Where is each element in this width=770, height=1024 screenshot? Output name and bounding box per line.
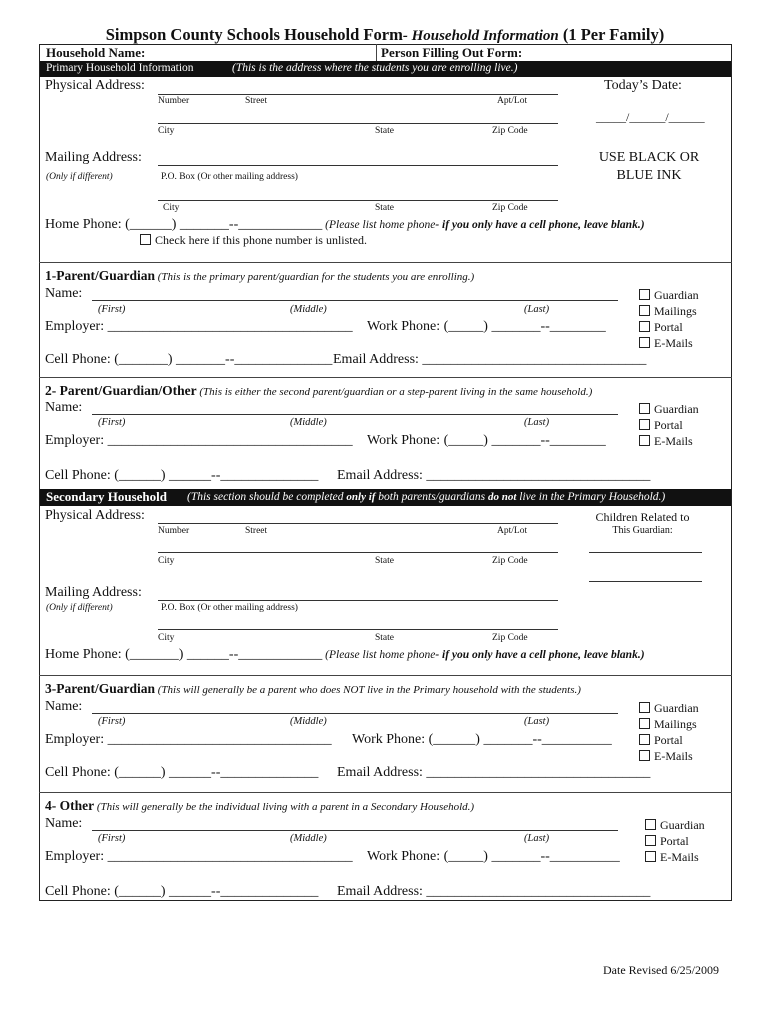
parent2-checkboxes xyxy=(639,401,699,449)
primary-household-band: Primary Household Information (This is the address where the students you are enrolling live.) xyxy=(40,61,731,77)
children-related-field-1[interactable] xyxy=(589,552,702,553)
physical-address-label: Physical Address: xyxy=(45,78,145,93)
parent1-emails-checkbox[interactable]: E-Mails xyxy=(639,335,699,351)
unlisted-checkbox[interactable] xyxy=(140,234,151,245)
parent2-email-field[interactable]: Email Address: ________________________________ xyxy=(337,468,651,483)
parent3-emails-checkbox[interactable]: E-Mails xyxy=(639,748,699,764)
parent4-guardian-checkbox[interactable]: Guardian xyxy=(645,817,705,833)
parent4-work-phone-field[interactable]: Work Phone: (_____) _______--__________ xyxy=(367,849,620,864)
home-phone-row[interactable]: Home Phone: (______) _______--____________ (Please list home phone- if you only have a cell phone, leave blank.) xyxy=(45,217,645,232)
parent3-email-field[interactable]: Email Address: ________________________________ xyxy=(337,765,651,780)
todays-date-field[interactable]: _____/______/______ xyxy=(596,110,705,124)
parent2-heading: 2- Parent/Guardian/Other (This is either the second parent/guardian or a step-parent living in the same household.) xyxy=(45,383,593,398)
children-related-field-2[interactable] xyxy=(589,581,702,582)
children-related-label: Children Related to xyxy=(595,510,690,524)
parent4-name-field[interactable] xyxy=(92,830,618,831)
parent4-heading: 4- Other (This will generally be the individual living with a parent in a Secondary Household.) xyxy=(45,798,475,813)
parent4-cell-phone-field[interactable]: Cell Phone: (______) ______--______________ xyxy=(45,884,319,899)
parent4-checkboxes xyxy=(645,817,705,865)
parent3-mailings-checkbox[interactable]: Mailings xyxy=(639,716,699,732)
parent2-guardian-checkbox[interactable]: Guardian xyxy=(639,401,699,417)
secondary-mailing-city-field[interactable] xyxy=(158,629,558,630)
parent1-employer-field[interactable]: Employer: ___________________________________ xyxy=(45,319,353,334)
secondary-mailing-address-label: Mailing Address: xyxy=(45,585,142,600)
title-per-family: (1 Per Family) xyxy=(558,25,665,44)
parent2-work-phone-field[interactable]: Work Phone: (_____) _______--________ xyxy=(367,433,606,448)
form-title: Simpson County Schools Household Form- Household Information (1 Per Family) xyxy=(105,25,665,44)
blue-ink-note: BLUE INK xyxy=(616,168,682,183)
parent1-heading: 1-Parent/Guardian (This is the primary parent/guardian for the students you are enrolling.) xyxy=(45,268,475,283)
parent1-cell-phone-field[interactable]: Cell Phone: (_______) _______--______________ xyxy=(45,352,333,367)
parent2-employer-field[interactable]: Employer: ___________________________________ xyxy=(45,433,353,448)
mailing-city-field[interactable] xyxy=(158,200,558,201)
parent3-heading: 3-Parent/Guardian (This will generally be a parent who does NOT live in the Primary household with the students.) xyxy=(45,681,581,696)
parent2-cell-phone-field[interactable]: Cell Phone: (______) ______--______________ xyxy=(45,468,319,483)
parent2-emails-checkbox[interactable]: E-Mails xyxy=(639,433,699,449)
parent2-name-label: Name: xyxy=(45,400,83,415)
parent3-name-label: Name: xyxy=(45,699,83,714)
parent1-name-label: Name: xyxy=(45,286,83,301)
parent3-name-field[interactable] xyxy=(92,713,618,714)
physical-address-field[interactable] xyxy=(158,94,558,95)
parent2-name-field[interactable] xyxy=(92,414,618,415)
parent4-employer-field[interactable]: Employer: ___________________________________ xyxy=(45,849,353,864)
parent1-guardian-checkbox[interactable]: Guardian xyxy=(639,287,699,303)
secondary-physical-address-field[interactable] xyxy=(158,523,558,524)
parent1-name-field[interactable] xyxy=(92,300,618,301)
secondary-household-band: Secondary Household (This section should be completed only if both parents/guardians do not live in the Primary Household.) xyxy=(40,489,731,506)
parent3-guardian-checkbox[interactable]: Guardian xyxy=(639,700,699,716)
parent1-checkboxes xyxy=(639,287,699,351)
secondary-home-phone-row[interactable]: Home Phone: (_______) ______--____________ (Please list home phone- if you only have a cell phone, leave blank.) xyxy=(45,647,645,662)
parent4-portal-checkbox[interactable]: Portal xyxy=(645,833,705,849)
parent2-portal-checkbox[interactable]: Portal xyxy=(639,417,699,433)
parent3-employer-field[interactable]: Employer: ________________________________ xyxy=(45,732,332,747)
title-sub: Household Information xyxy=(411,28,559,44)
use-black-note: USE BLACK OR xyxy=(598,150,700,165)
person-filling-label: Person Filling Out Form: xyxy=(381,45,523,60)
unlisted-checkbox-row[interactable]: Check here if this phone number is unlisted. xyxy=(140,233,367,248)
parent1-work-phone-field[interactable]: Work Phone: (_____) _______--________ xyxy=(367,319,606,334)
todays-date-label: Today’s Date: xyxy=(604,78,682,93)
city-state-zip-field[interactable] xyxy=(158,123,558,124)
secondary-mailing-address-field[interactable] xyxy=(158,600,558,601)
title-main: Simpson County Schools Household Form xyxy=(105,25,403,44)
parent1-portal-checkbox[interactable]: Portal xyxy=(639,319,699,335)
date-revised: Date Revised 6/25/2009 xyxy=(603,963,719,977)
parent3-cell-phone-field[interactable]: Cell Phone: (______) ______--______________ xyxy=(45,765,319,780)
secondary-physical-address-label: Physical Address: xyxy=(45,508,145,523)
parent4-name-label: Name: xyxy=(45,816,83,831)
parent3-portal-checkbox[interactable]: Portal xyxy=(639,732,699,748)
parent4-emails-checkbox[interactable]: E-Mails xyxy=(645,849,705,865)
parent3-checkboxes xyxy=(639,700,699,764)
parent1-mailings-checkbox[interactable]: Mailings xyxy=(639,303,699,319)
parent3-work-phone-field[interactable]: Work Phone: (______) _______--__________ xyxy=(352,732,612,747)
parent4-email-field[interactable]: Email Address: ________________________________ xyxy=(337,884,651,899)
mailing-address-label: Mailing Address: xyxy=(45,150,142,165)
mailing-address-field[interactable] xyxy=(158,165,558,166)
household-name-label: Household Name: xyxy=(46,45,146,60)
secondary-city-field[interactable] xyxy=(158,552,558,553)
parent1-email-field[interactable]: Email Address: ________________________________ xyxy=(333,352,647,367)
